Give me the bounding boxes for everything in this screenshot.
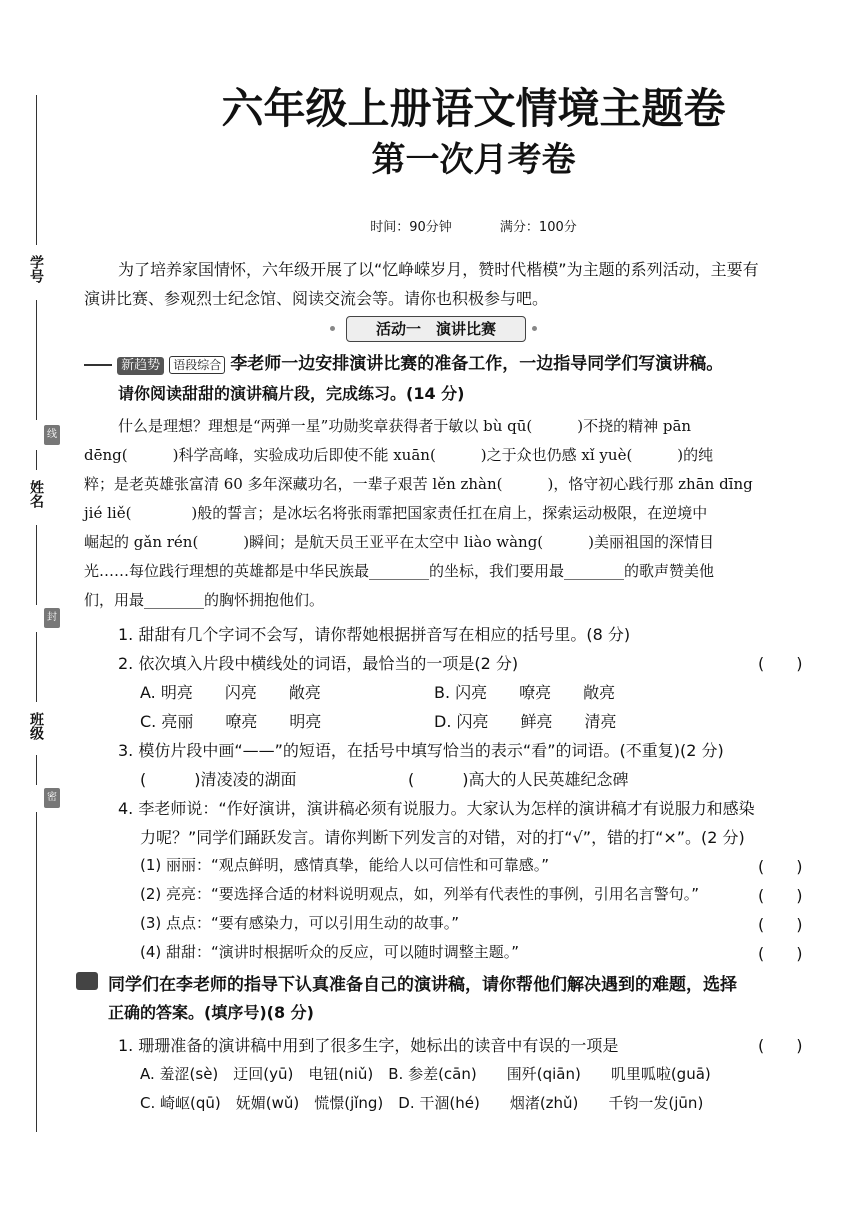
passage-line: jié liě( )般的誓言；是冰坛名将张雨霏把国家责任扛在肩上，探索运动极限，在逆境中 bbox=[84, 504, 708, 522]
question-3-b[interactable]: ( )高大的人民英雄纪念碑 bbox=[408, 770, 629, 789]
question-4-item: (1) 丽丽：“观点鲜明，感情真挚，能给人以可信性和可靠感。” bbox=[140, 856, 550, 874]
activity-title: 活动一 演讲比赛 bbox=[346, 316, 526, 342]
page-title: 六年级上册语文情境主题卷 bbox=[221, 84, 726, 133]
answer-paren[interactable]: ( ) bbox=[758, 915, 803, 934]
option-c: C. 亮丽 嘹亮 明亮 bbox=[140, 712, 322, 731]
trend-badge: 新趋势 bbox=[117, 357, 164, 375]
option-d: D. 闪亮 鲜亮 清亮 bbox=[434, 712, 617, 731]
page-subtitle: 第一次月考卷 bbox=[371, 140, 576, 180]
binding-line bbox=[36, 755, 37, 785]
section-1-header bbox=[84, 350, 723, 378]
binding-line bbox=[36, 450, 37, 470]
question-4-cont: 力呢？”同学们踊跃发言。请你判断下列发言的对错，对的打“√”，错的打“×”。(2 分) bbox=[140, 828, 745, 847]
question-1: 1. 甜甜有几个字词不会写，请你帮她根据拼音写在相应的括号里。(8 分) bbox=[118, 625, 631, 644]
answer-paren[interactable]: ( ) bbox=[758, 886, 803, 905]
passage-line: 什么是理想？理想是“两弹一星”功勋奖章获得者于敏以 bù qū( )不挠的精神 pān bbox=[118, 417, 692, 435]
passage-line: 崛起的 gǎn rén( )瞬间；是航天员王亚平在太空中 liào wàng( )美丽祖国的深情目 bbox=[84, 533, 715, 551]
intro-line-2: 演讲比赛、参观烈士纪念馆、阅读交流会等。请你也积极参与吧。 bbox=[84, 289, 549, 308]
section-1-text-2: 请你阅读甜甜的演讲稿片段，完成练习。(14 分) bbox=[118, 384, 465, 403]
s2-question-1: 1. 珊珊准备的演讲稿中用到了很多生字，她标出的读音中有误的一项是 bbox=[118, 1036, 619, 1055]
type-badge: 语段综合 bbox=[169, 356, 225, 374]
answer-paren[interactable]: ( ) bbox=[758, 654, 803, 673]
answer-paren[interactable]: ( ) bbox=[758, 944, 803, 963]
intro-line-1: 为了培养家国情怀，六年级开展了以“忆峥嵘岁月，赞时代楷模”为主题的系列活动，主要有 bbox=[118, 260, 759, 279]
passage-line: 们，用最________的胸怀拥抱他们。 bbox=[84, 591, 325, 609]
s2-options-row-1: A. 羞涩(sè) 迂回(yū) 电钮(niǔ) B. 参差(cān) 围歼(qiān) 叽里呱啦(guā) bbox=[140, 1065, 711, 1083]
option-a: A. 明亮 闪亮 敞亮 bbox=[140, 683, 321, 702]
section-1-text: 李老师一边安排演讲比赛的准备工作，一边指导同学们写演讲稿。 bbox=[230, 354, 724, 374]
question-4-item: (4) 甜甜：“演讲时根据听众的反应，可以随时调整主题。” bbox=[140, 943, 520, 961]
passage-line: dēng( )科学高峰，实验成功后即使不能 xuān( )之于众也仍感 xǐ yuè( )的纯 bbox=[84, 446, 714, 464]
answer-paren[interactable]: ( ) bbox=[758, 857, 803, 876]
seal-mark-seal: 封 bbox=[44, 608, 60, 628]
seal-mark-line: 线 bbox=[44, 425, 60, 445]
class-label: 班级 bbox=[28, 712, 44, 740]
question-4-item: (3) 点点：“要有感染力，可以引用生动的故事。” bbox=[140, 914, 460, 932]
section-2-text-2: 正确的答案。(填序号)(8 分) bbox=[108, 1003, 314, 1022]
passage-line: 粹；是老英雄张富清 60 多年深藏功名，一辈子艰苦 lěn zhàn( )，恪守初心践行那 zhān dīng bbox=[84, 475, 753, 493]
activity-banner bbox=[330, 316, 540, 342]
binding-line bbox=[36, 525, 37, 605]
name-label: 姓名 bbox=[28, 480, 44, 508]
exam-meta bbox=[40, 216, 867, 235]
exam-score: 满分：100分 bbox=[499, 220, 577, 235]
question-4: 4. 李老师说：“作好演讲，演讲稿必须有说服力。大家认为怎样的演讲稿才有说服力和感染 bbox=[118, 799, 755, 818]
passage-line: 光……每位践行理想的英雄都是中华民族最________的坐标，我们要用最________的歌声赞美他 bbox=[84, 562, 715, 580]
section-2-icon bbox=[76, 972, 98, 990]
binding-line bbox=[36, 300, 37, 420]
question-3: 3. 模仿片段中画“——”的短语，在括号中填写恰当的表示“看”的词语。(不重复)(2 分) bbox=[118, 741, 724, 760]
passage bbox=[84, 412, 814, 615]
exam-time: 时间：90分钟 bbox=[370, 220, 452, 235]
section-2-text: 同学们在李老师的指导下认真准备自己的演讲稿，请你帮他们解决遇到的难题，选择 bbox=[108, 975, 737, 995]
seal-mark-secret: 密 bbox=[44, 788, 60, 808]
binding-line bbox=[36, 812, 37, 1132]
question-4-item: (2) 亮亮：“要选择合适的材料说明观点，如，列举有代表性的事例，引用名言警句。” bbox=[140, 885, 700, 903]
question-2: 2. 依次填入片段中横线处的词语，最恰当的一项是(2 分) bbox=[118, 654, 519, 673]
answer-paren[interactable]: ( ) bbox=[758, 1036, 803, 1055]
binding-line bbox=[36, 95, 37, 245]
binding-line bbox=[36, 632, 37, 702]
question-3-a[interactable]: ( )清凌凌的湖面 bbox=[140, 770, 297, 789]
student-number-label: 学号 bbox=[28, 255, 44, 283]
s2-options-row-2: C. 崎岖(qū) 妩媚(wǔ) 慌憬(jǐng) D. 干涸(hé) 烟渚(zhǔ) 千钧一发(jūn) bbox=[140, 1094, 704, 1112]
option-b: B. 闪亮 嘹亮 敞亮 bbox=[434, 683, 616, 702]
